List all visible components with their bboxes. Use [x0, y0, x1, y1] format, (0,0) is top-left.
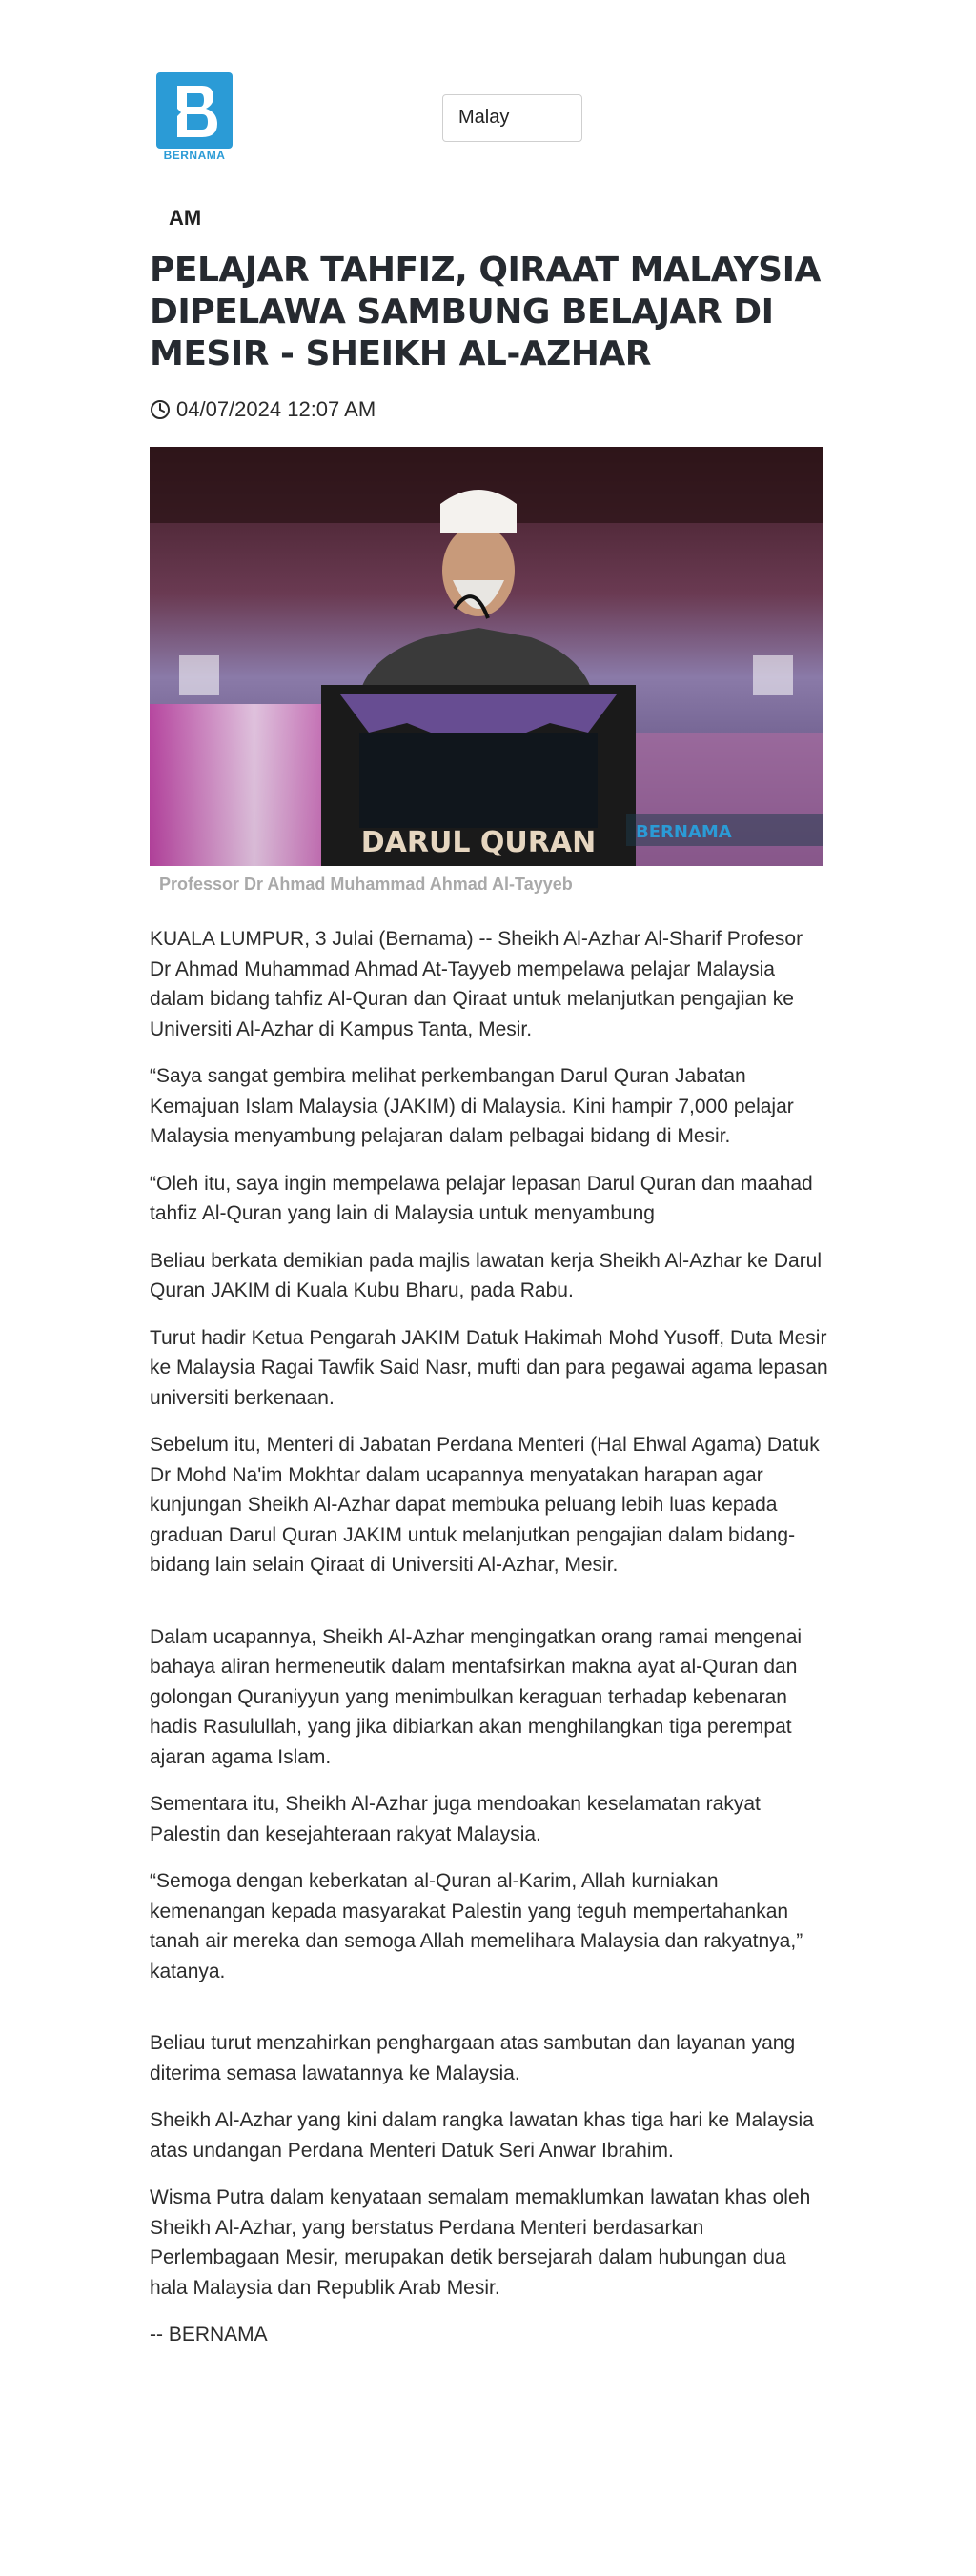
language-select[interactable]: Malay	[442, 94, 582, 142]
section-label: AM	[169, 206, 202, 230]
bernama-logo-text: BERNAMA	[163, 149, 226, 162]
article-body	[150, 924, 828, 2367]
image-caption: Professor Dr Ahmad Muhammad Ahmad Al-Tayyeb	[159, 875, 573, 894]
paragraph: Sementara itu, Sheikh Al-Azhar juga mendoakan keselamatan rakyat Palestin dan kesejahteraan rakyat Malaysia.	[150, 1793, 761, 1845]
image-next-button[interactable]	[753, 655, 793, 695]
article-title: PELAJAR TAHFIZ, QIRAAT MALAYSIA DIPELAWA SAMBUNG BELAJAR DI MESIR - SHEIKH AL-AZHAR	[150, 251, 821, 373]
article-datetime: 04/07/2024 12:07 AM	[176, 397, 376, 421]
paragraph: Sheikh Al-Azhar yang kini dalam rangka lawatan khas tiga hari ke Malaysia atas undangan Perdana Menteri Datuk Seri Anwar Ibrahim.	[150, 2109, 814, 2162]
clock-icon	[150, 399, 171, 420]
paragraph: Wisma Putra dalam kenyataan semalam memaklumkan lawatan khas oleh Sheikh Al-Azhar, yang berstatus Perdana Menteri berdasarkan Perlembagaan Mesir, merupakan detik bersejarah dalam hubungan dua hala Malaysia dan Republik Arab Mesir.	[150, 2186, 811, 2299]
paragraph: Dalam ucapannya, Sheikh Al-Azhar mengingatkan orang ramai mengenai bahaya aliran hermeneutik dalam mentafsirkan makna ayat al-Quran dan golongan Quraniyyun yang menimbulkan keraguan terhadap kebenaran hadis Rasulullah, yang jika dibiarkan akan menghilangkan tiga perempat ajaran agama Islam.	[150, 1625, 803, 1768]
article-signoff: -- BERNAMA	[150, 2324, 268, 2345]
image-prev-button[interactable]	[179, 655, 219, 695]
article-photo	[150, 447, 824, 866]
paragraph: “Oleh itu, saya ingin mempelawa pelajar lepasan Darul Quran dan maahad tahfiz Al-Quran yang lain di Malaysia untuk menyambung	[150, 1172, 813, 1224]
podium-text: DARUL QURAN	[360, 826, 597, 859]
paragraph: Beliau berkata demikian pada majlis lawatan kerja Sheikh Al-Azhar ke Darul Quran JAKIM di Kuala Kubu Bharu, pada Rabu.	[150, 1249, 823, 1301]
article-date	[150, 396, 376, 423]
site-header	[0, 0, 976, 191]
paragraph: “Semoga dengan keberkatan al-Quran al-Karim, Allah kurniakan kemenangan kepada masyarakat Palestin yang teguh mempertahankan tanah air mereka dan semoga Allah memelihara Malaysia dan rakyatnya,” katanya.	[150, 1870, 803, 1982]
bernama-logo[interactable]	[154, 70, 234, 166]
paragraph: Turut hadir Ketua Pengarah JAKIM Datuk Hakimah Mohd Yusoff, Duta Mesir ke Malaysia Ragai Tawfik Said Nasr, mufti dan para pegawai agama lepasan universiti berkenaan.	[150, 1326, 828, 1409]
image-watermark: BERNAMA	[636, 822, 732, 842]
paragraph: KUALA LUMPUR, 3 Julai (Bernama) -- Sheikh Al-Azhar Al-Sharif Profesor Dr Ahmad Muhammad Ahmad At-Tayyeb mempelawa pelajar Malaysia dalam bidang tahfiz Al-Quran dan Qiraat untuk melanjutkan pengajian ke Universiti Al-Azhar di Kampus Tanta, Mesir.	[150, 928, 803, 1040]
paragraph: Sebelum itu, Menteri di Jabatan Perdana Menteri (Hal Ehwal Agama) Datuk Dr Mohd Na'im Mokhtar dalam ucapannya menyatakan harapan agar kunjungan Sheikh Al-Azhar dapat membuka peluang lebih luas kepada graduan Darul Quran JAKIM untuk melanjutkan pengajian dalam bidang-bidang lain selain Qiraat di Universiti Al-Azhar, Mesir.	[150, 1434, 820, 1576]
paragraph: Beliau turut menzahirkan penghargaan atas sambutan dan layanan yang diterima semasa lawatannya ke Malaysia.	[150, 2032, 796, 2084]
paragraph: “Saya sangat gembira melihat perkembangan Darul Quran Jabatan Kemajuan Islam Malaysia (JAKIM) di Malaysia. Kini hampir 7,000 pelajar Malaysia menyambung pelajaran dalam pelbagai bidang di Mesir.	[150, 1065, 794, 1147]
bernama-logo-icon	[156, 72, 233, 149]
article-image	[150, 447, 824, 866]
